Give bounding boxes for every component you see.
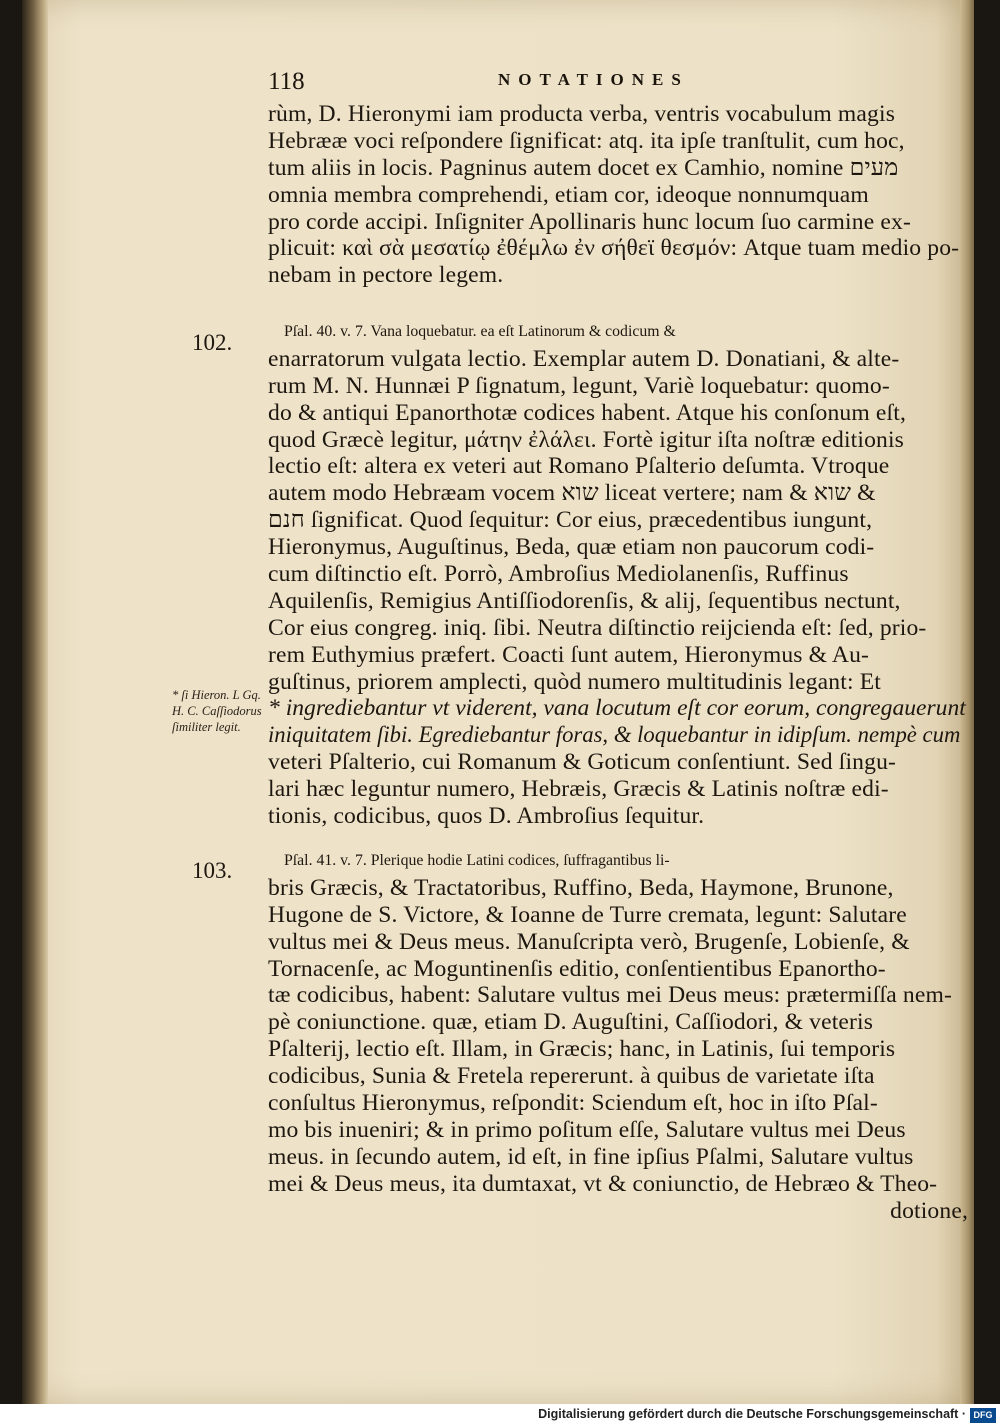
text-line: nebam in pectore legem. <box>268 262 504 289</box>
text-line: cum diſtinctio eſt. Porrò, Ambroſius Mediolanenſis, Ruffinus <box>268 561 849 588</box>
text-line: tionis, codicibus, quos D. Ambroſius ſequitur. <box>268 803 705 830</box>
paragraph-continuation <box>268 101 968 289</box>
text-line: pro corde accipi. Inſigniter Apollinaris hunc locum ſuo carmine ex- <box>268 208 911 235</box>
margin-note: * ſi Hieron. L Gq. H. C. Caſſiodorus ſimiliter legit. <box>172 688 262 734</box>
text-line: Cor eius congreg. iniq. ſibi. Neutra diſtinctio reijcienda eſt: ſed, prio- <box>268 614 927 641</box>
text-line: rem Euthymius præfert. Coacti ſunt autem, Hieronymus & Au- <box>268 641 870 668</box>
text-line: autem modo Hebræam vocem שוא liceat vertere; nam & שוא & <box>268 480 876 507</box>
text-line: pè coniunctione. quæ, etiam D. Auguſtini, Caſſiodori, & veteris <box>268 1009 874 1036</box>
digitization-footer <box>0 1404 1000 1427</box>
text-line: lari hæc leguntur numero, Hebræis, Græcis & Latinis noſtræ edi- <box>268 776 889 803</box>
text-line: * ingrediebantur vt viderent, vana locutum eſt cor eorum, congregauerunt <box>268 695 966 722</box>
text-line: Hugone de S. Victore, & Ioanne de Turre cremata, legunt: Salutare <box>268 901 907 928</box>
text-line: Hieronymus, Auguſtinus, Beda, quæ etiam non paucorum codi- <box>268 534 875 561</box>
page-header <box>268 68 968 100</box>
entry-103 <box>268 848 968 1224</box>
text-line: tum aliis in locis. Pagninus autem docet ex Camhio, nomine מעים <box>268 154 899 181</box>
text-line: mei & Deus meus, ita dumtaxat, vt & coniunctio, de Hebræo & Theo- <box>268 1170 938 1197</box>
text-line: dotione, <box>890 1197 968 1224</box>
text-line: do & antiqui Epanorthotæ codices habent. Atque his conſonum eſt, <box>268 399 907 426</box>
text-line: quod Græcè legitur, μάτην ἐλάλει. Fortè igitur iſta noſtræ editionis <box>268 426 905 453</box>
text-line: Aquilenſis, Remigius Antiſſiodorenſis, & alij, ſequentibus nectunt, <box>268 587 901 614</box>
running-head: NOTATIONES <box>498 70 689 89</box>
entry-number: 102. <box>192 330 233 355</box>
dfg-logo-icon: DFG <box>970 1408 996 1423</box>
text-line: Pſal. 41. v. 7. Plerique hodie Latini codices, ſuffragantibus li- <box>284 852 670 869</box>
text-line: rum M. N. Hunnæi P ſignatum, legunt, Variè loquebatur: quomo- <box>268 372 890 399</box>
text-line: mo bis inueniri; & in primo poſitum eſſe, Salutare vultus mei Deus <box>268 1116 906 1143</box>
text-line: conſultus Hieronymus, reſpondit: Sciendum eſt, hoc in iſto Pſal- <box>268 1090 878 1117</box>
text-line: rùm, D. Hieronymi iam producta verba, ventris vocabulum magis <box>268 101 896 127</box>
text-line: Hebrææ voci reſpondere ſignificat: atq. ita ipſe tranſtulit, cum hoc, <box>268 127 905 154</box>
page-number: 118 <box>268 68 305 95</box>
text-line: Pſal. 40. v. 7. Vana loquebatur. ea eſt Latinorum & codicum & <box>284 323 676 340</box>
text-line: vultus mei & Deus meus. Manuſcripta verò, Brugenſe, Lobienſe, & <box>268 928 910 955</box>
text-line: bris Græcis, & Tractatoribus, Ruffino, Beda, Haymone, Brunone, <box>268 874 894 901</box>
text-line: guſtinus, priorem amplecti, quòd numero multitudinis legant: Et <box>268 668 881 695</box>
text-line: omnia membra comprehendi, etiam cor, ideoque nonnumquam <box>268 181 869 208</box>
entry-number: 103. <box>192 858 233 883</box>
entry-102 <box>268 319 968 830</box>
text-line: Pſalterij, lectio eſt. Illam, in Græcis; hanc, in Latinis, ſui temporis <box>268 1036 896 1063</box>
footer-credit: Digitalisierung gefördert durch die Deutsche Forschungsgemeinschaft · <box>538 1407 966 1421</box>
text-line: iniquitatem ſibi. Egrediebantur foras, & loquebantur in idipſum. nempè cum <box>268 722 961 748</box>
text-line: Tornacenſe, ac Moguntinenſis editio, conſentientibus Epanortho- <box>268 955 886 982</box>
text-line: codicibus, Sunia & Fretela repererunt. à quibus de varietate iſta <box>268 1063 875 1090</box>
text-line: veteri Pſalterio, cui Romanum & Goticum conſentiunt. Sed ſingu- <box>268 749 897 776</box>
text-line: חנם ſignificat. Quod ſequitur: Cor eius, præcedentibus iungunt, <box>268 507 873 534</box>
text-line: plicuit: καὶ σὰ μεσατίῳ ἐθέμλω ἐν σήθεϊ θεσμόν: Atque tuam medio po- <box>268 235 960 262</box>
text-line: tæ codicibus, habent: Salutare vultus mei Deus meus: prætermiſſa nem- <box>268 982 952 1009</box>
book-spine-shadow <box>22 0 48 1404</box>
text-line: enarratorum vulgata lectio. Exemplar autem D. Donatiani, & alte- <box>268 345 900 372</box>
text-line: meus. in ſecundo autem, id eſt, in fine ipſius Pſalmi, Salutare vultus <box>268 1143 914 1170</box>
text-line: lectio eſt: altera ex veteri aut Romano Pſalterio deſumta. Vtroque <box>268 453 890 480</box>
